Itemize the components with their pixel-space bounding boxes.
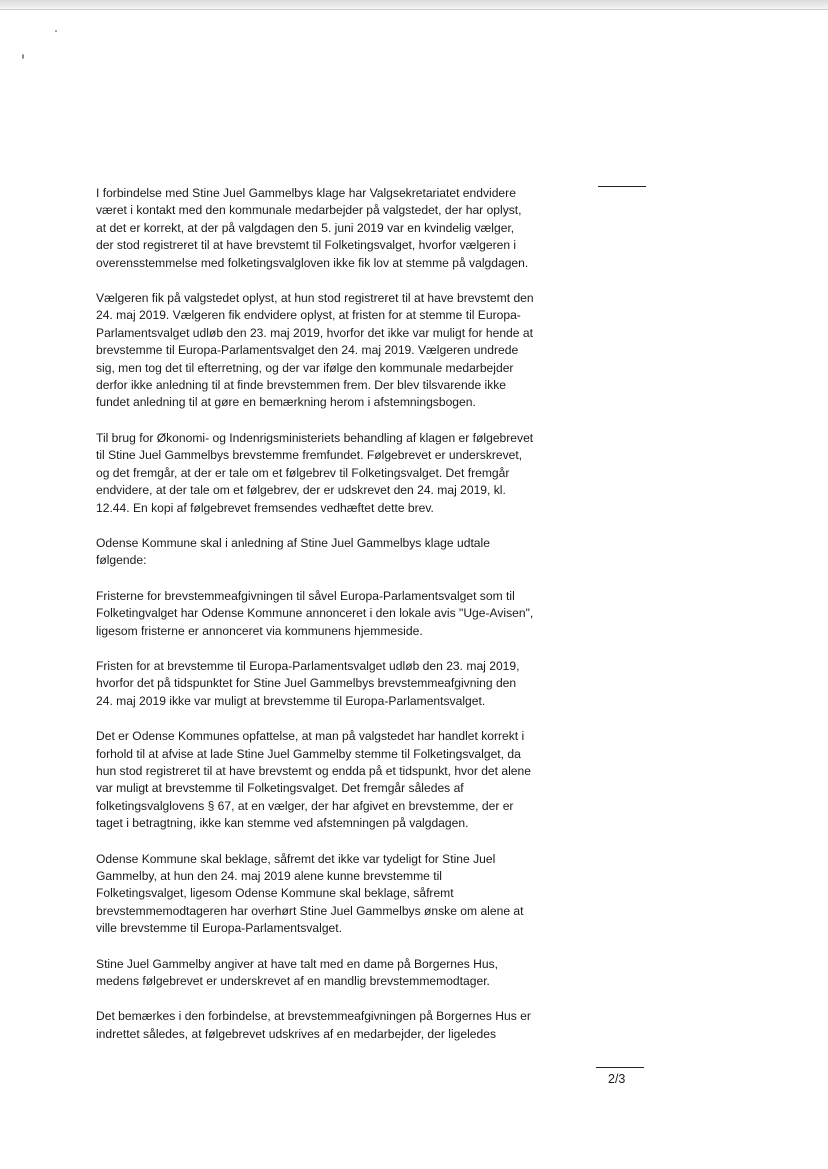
text-line: Folketingvalget har Odense Kommune annonceret i den lokale avis "Uge-Avisen", [96,606,534,621]
document-body [96,185,581,1043]
text-line: indrettet således, at følgebrevet udskrives af en medarbejder, der ligeledes [96,1026,496,1041]
text-line: 24. maj 2019 ikke var muligt at brevstemme til Europa-Parlamentsvalget. [96,693,486,708]
text-line: endvidere, at der tale om et følgebrev, der er udskrevet den 24. maj 2019, kl. [96,483,506,498]
scan-top-edge [0,0,828,10]
top-margin-rule [598,186,646,187]
text-line: hvorfor det på tidspunktet for Stine Juel Gammelbys brevstemmeafgivning den [96,676,517,691]
text-line: sig, men tog det til efterretning, og der var ifølge den kommunale medarbejder [96,360,514,375]
text-line: og det fremgår, at der er tale om et følgebrev til Folketingsvalget. Det fremgår [96,465,510,480]
text-line: Det bemærkes i den forbindelse, at brevstemmeafgivningen på Borgernes Hus er [96,1009,531,1024]
footer-rule [596,1067,644,1068]
text-line: folketingsvalglovens § 67, at en vælger, der har afgivet en brevstemme, der er [96,798,514,813]
paragraph [96,430,581,517]
text-line: Gammelby, at hun den 24. maj 2019 alene kunne brevstemme til [96,869,442,883]
text-line: ligesom fristerne er annonceret via kommunens hjemmeside. [96,623,423,638]
text-line: Til brug for Økonomi- og Indenrigsministeriets behandling af klagen er følgebrevet [96,430,534,445]
text-line: forhold til at afvise at lade Stine Juel Gammelby stemme til Folketingsvalget, da [96,746,521,761]
text-line: var muligt at brevstemme til Folketingsvalget. Det fremgår således af [96,781,464,796]
paragraph [96,956,581,991]
paragraph [96,588,581,640]
text-line: brevstemmemodtageren har overhørt Stine Juel Gammelbys ønske om alene at [96,903,524,918]
text-line: brevstemme til Europa-Parlamentsvalget den 24. maj 2019. Vælgeren undrede [96,343,519,358]
paragraph [96,728,581,832]
text-line: Stine Juel Gammelby angiver at have talt med en dame på Borgernes Hus, [96,956,498,971]
paragraph [96,658,581,710]
text-line: derfor ikke anledning til at finde brevstemmen frem. Der blev tilsvarende ikke [96,378,507,393]
text-line: taget i betragtning, ikke kan stemme ved afstemningen på valgdagen. [96,816,469,831]
paragraph [96,185,581,272]
text-line: Det er Odense Kommunes opfattelse, at man på valgstedet har handlet korrekt i [96,729,525,744]
text-line: Fristen for at brevstemme til Europa-Parlamentsvalget udløb den 23. maj 2019, [96,658,520,673]
text-line: Odense Kommune skal i anledning af Stine Juel Gammelbys klage udtale [96,535,490,550]
text-line: I forbindelse med Stine Juel Gammelbys klage har Valgsekretariatet endvidere [96,186,516,200]
text-line: ville brevstemme til Europa-Parlamentsvalget. [96,921,343,936]
text-line: Odense Kommune skal beklage, såfremt det ikke var tydeligt for Stine Juel [96,851,496,866]
text-line: 24. maj 2019. Vælgeren fik endvidere oplyst, at fristen for at stemme til Europa- [96,308,521,323]
text-line: Folketingsvalget, ligesom Odense Kommune skal beklage, såfremt [96,886,454,901]
paragraph [96,1008,581,1043]
text-line: Vælgeren fik på valgstedet oplyst, at hun stod registreret til at have brevstemt den [96,291,534,306]
text-line: overensstemmelse med folketingsvalgloven ikke fik lov at stemme på valgdagen. [96,255,529,270]
text-line: hun stod registreret til at have brevstemt og endda på et tidspunkt, hvor det alene [96,763,531,778]
page-number: 2/3 [608,1072,626,1086]
text-line: medens følgebrevet er underskrevet af en mandlig brevstemmemodtager. [96,974,490,989]
text-line: at det er korrekt, at der på valgdagen den 5. juni 2019 var en kvindelig vælger, [96,220,515,235]
paragraph [96,851,581,938]
text-line: der stod registreret til at have brevstemt til Folketingsvalget, hvorfor vælgeren i [96,238,517,253]
paragraph [96,290,581,412]
text-line: følgende: [96,553,147,568]
scan-speck [22,54,24,59]
text-line: Parlamentsvalget udløb den 23. maj 2019, hvorfor det ikke var muligt for hende at [96,325,533,340]
text-line: til Stine Juel Gammelbys brevstemme fremfundet. Følgebrevet er underskrevet, [96,448,523,463]
scan-speck [55,30,57,32]
text-line: 12.44. En kopi af følgebrevet fremsendes vedhæftet dette brev. [96,500,434,515]
text-line: fundet anledning til at gøre en bemærkning herom i afstemningsbogen. [96,395,476,410]
paragraph [96,535,581,570]
text-line: Fristerne for brevstemmeafgivningen til såvel Europa-Parlamentsvalget som til [96,588,515,603]
text-line: været i kontakt med den kommunale medarbejder på valgstedet, der har oplyst, [96,203,522,218]
